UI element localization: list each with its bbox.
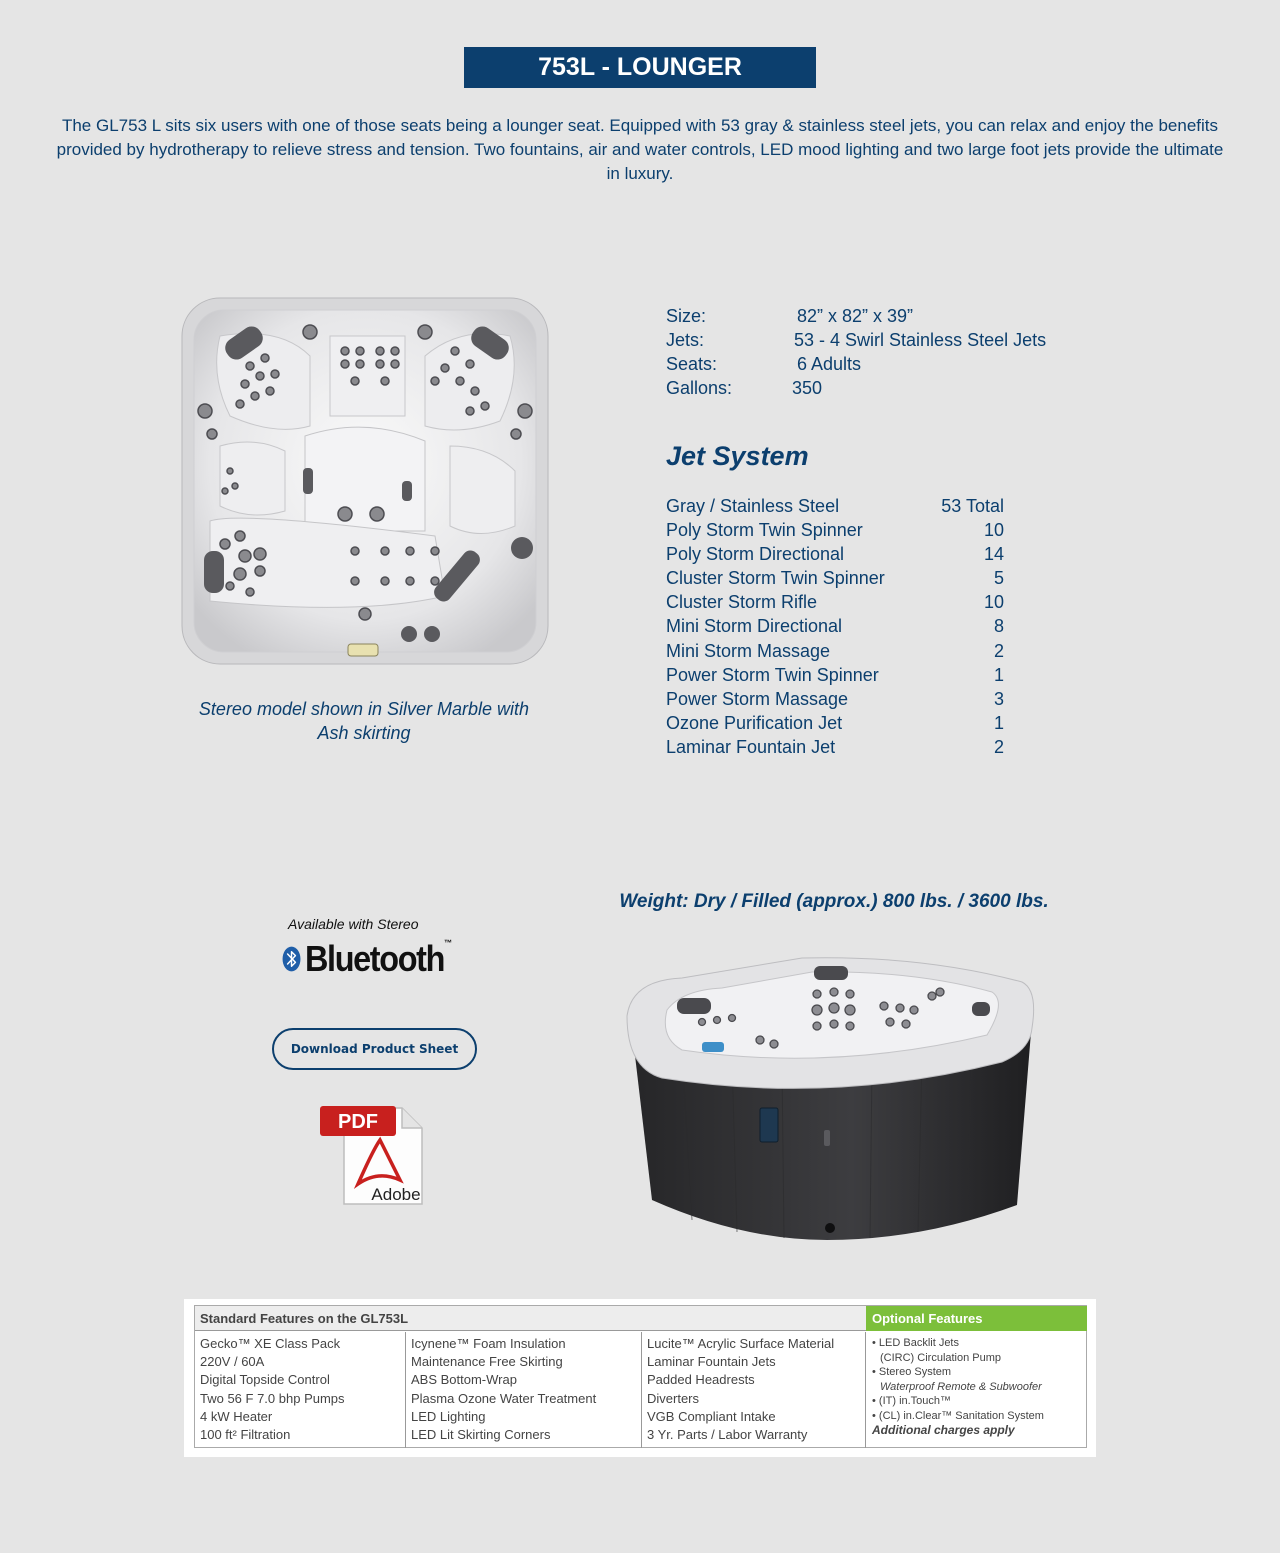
jet-row <box>666 590 1004 614</box>
weight-info: Weight: Dry / Filled (approx.) 800 lbs. / 3600 lbs. <box>619 891 1049 912</box>
jet-name: Poly Storm Twin Spinner <box>666 520 863 541</box>
features-box <box>194 1305 1087 1448</box>
jet-row <box>666 687 1004 711</box>
optional-item: (CIRC) Circulation Pump <box>880 1351 1002 1364</box>
standard-features-column-3 <box>642 1332 866 1448</box>
feature-item: 4 kW Heater <box>200 1408 273 1424</box>
pdf-brand: Adobe <box>371 1185 421 1204</box>
feature-item: Icynene™ Foam Insulation <box>411 1336 566 1351</box>
jet-row <box>666 663 1004 687</box>
jet-row <box>666 494 1004 518</box>
feature-item: Digital Topside Control <box>200 1372 330 1388</box>
bluetooth-icon <box>282 936 301 982</box>
spec-value: 350 <box>792 378 823 398</box>
optional-features-column <box>866 1332 1087 1448</box>
jet-row <box>666 614 1004 638</box>
feature-item: Gecko™ XE Class Pack <box>200 1336 341 1351</box>
features-table <box>184 1299 1096 1457</box>
jet-count: 1 <box>993 664 1004 685</box>
jet-name: Power Storm Massage <box>666 688 849 709</box>
hot-tub-3d-image <box>622 950 1038 1245</box>
feature-item: Lucite™ Acrylic Surface Material <box>647 1336 835 1351</box>
spec-value: 6 Adults <box>797 354 862 374</box>
standard-features-heading: Standard Features on the GL753L <box>195 1306 866 1331</box>
spec-label: Jets: <box>666 330 705 350</box>
bluetooth-logo <box>282 935 467 983</box>
feature-item: Padded Headrests <box>647 1372 755 1388</box>
feature-item: Plasma Ozone Water Treatment <box>411 1390 597 1406</box>
jet-count: 8 <box>993 616 1004 637</box>
jet-count: 53 Total <box>941 496 1004 516</box>
download-product-sheet-button[interactable]: Download Product Sheet <box>272 1028 477 1070</box>
spec-value: 82” x 82” x 39” <box>797 306 914 326</box>
optional-item: • Stereo System <box>872 1366 952 1378</box>
jet-row <box>666 566 1004 590</box>
optional-item: • LED Backlit Jets <box>872 1337 959 1349</box>
jet-name: Poly Storm Directional <box>666 544 845 565</box>
feature-item: ABS Bottom-Wrap <box>411 1372 517 1388</box>
jet-name: Mini Storm Massage <box>666 640 831 661</box>
jet-row <box>666 639 1004 663</box>
optional-item: • (CL) in.Clear™ Sanitation System <box>872 1409 1044 1422</box>
feature-item: Diverters <box>647 1390 700 1406</box>
jet-name: Mini Storm Directional <box>666 616 843 637</box>
jet-count: 10 <box>983 520 1004 541</box>
pdf-label: PDF <box>338 1111 378 1133</box>
feature-item: LED Lighting <box>411 1408 486 1424</box>
jet-system-heading: Jet System <box>666 441 809 471</box>
feature-item: Two 56 F 7.0 bhp Pumps <box>200 1390 345 1406</box>
hot-tub-top-view-image <box>180 296 550 666</box>
jet-name: Power Storm Twin Spinner <box>666 664 879 685</box>
feature-item: VGB Compliant Intake <box>647 1408 776 1424</box>
feature-item: Laminar Fountain Jets <box>647 1354 776 1370</box>
jet-count: 5 <box>993 568 1004 589</box>
standard-features-column-2 <box>406 1332 642 1448</box>
spec-label: Seats: <box>666 354 718 374</box>
spec-label: Size: <box>666 306 707 326</box>
page-title: 753L - LOUNGER <box>464 47 816 88</box>
feature-item: 100 ft² Filtration <box>200 1427 291 1443</box>
jet-count: 1 <box>993 712 1004 733</box>
jet-count: 2 <box>993 640 1004 661</box>
jet-row <box>666 735 1004 759</box>
jet-name: Laminar Fountain Jet <box>666 736 836 757</box>
jet-row <box>666 518 1004 542</box>
image-caption: Stereo model shown in Silver Marble with Ash skirting <box>198 699 530 743</box>
optional-features-heading: Optional Features <box>866 1306 1087 1331</box>
optional-item-sub: Waterproof Remote & Subwoofer <box>880 1380 1042 1393</box>
feature-item: 220V / 60A <box>200 1354 265 1370</box>
jet-count: 3 <box>993 688 1004 709</box>
jet-count: 2 <box>993 736 1004 757</box>
jet-system-table <box>666 494 1004 759</box>
feature-item: Maintenance Free Skirting <box>411 1354 563 1370</box>
jet-name: Ozone Purification Jet <box>666 712 843 733</box>
jet-name: Gray / Stainless Steel <box>666 496 840 516</box>
bluetooth-available-text: Available with Stereo <box>288 916 419 932</box>
feature-item: LED Lit Skirting Corners <box>411 1427 551 1443</box>
optional-charges-note: Additional charges apply <box>872 1423 1015 1437</box>
feature-item: 3 Yr. Parts / Labor Warranty <box>647 1427 808 1443</box>
jet-count: 14 <box>983 544 1004 565</box>
spec-label: Gallons: <box>666 378 733 398</box>
standard-features-column-1 <box>195 1332 406 1448</box>
jet-row <box>666 711 1004 735</box>
jet-count: 10 <box>983 592 1004 613</box>
optional-item: • (IT) in.Touch™ <box>872 1395 952 1407</box>
spec-value: 53 - 4 Swirl Stainless Steel Jets <box>794 330 1047 350</box>
jet-name: Cluster Storm Rifle <box>666 592 818 613</box>
pdf-icon[interactable] <box>318 1100 426 1208</box>
bluetooth-wordmark: Bluetooth™ <box>305 938 451 979</box>
jet-row <box>666 542 1004 566</box>
jet-name: Cluster Storm Twin Spinner <box>666 568 885 589</box>
product-description: The GL753 L sits six users with one of those seats being a lounger seat. Equipped with 53 gray & stainless steel jets, you can relax and enjoy the benefits provided by hydrotherapy to relieve stress and tension. Two fountains, air and water controls, LED mood lighting and two large foot jets provide the ultimate in luxury. <box>56 116 1224 183</box>
